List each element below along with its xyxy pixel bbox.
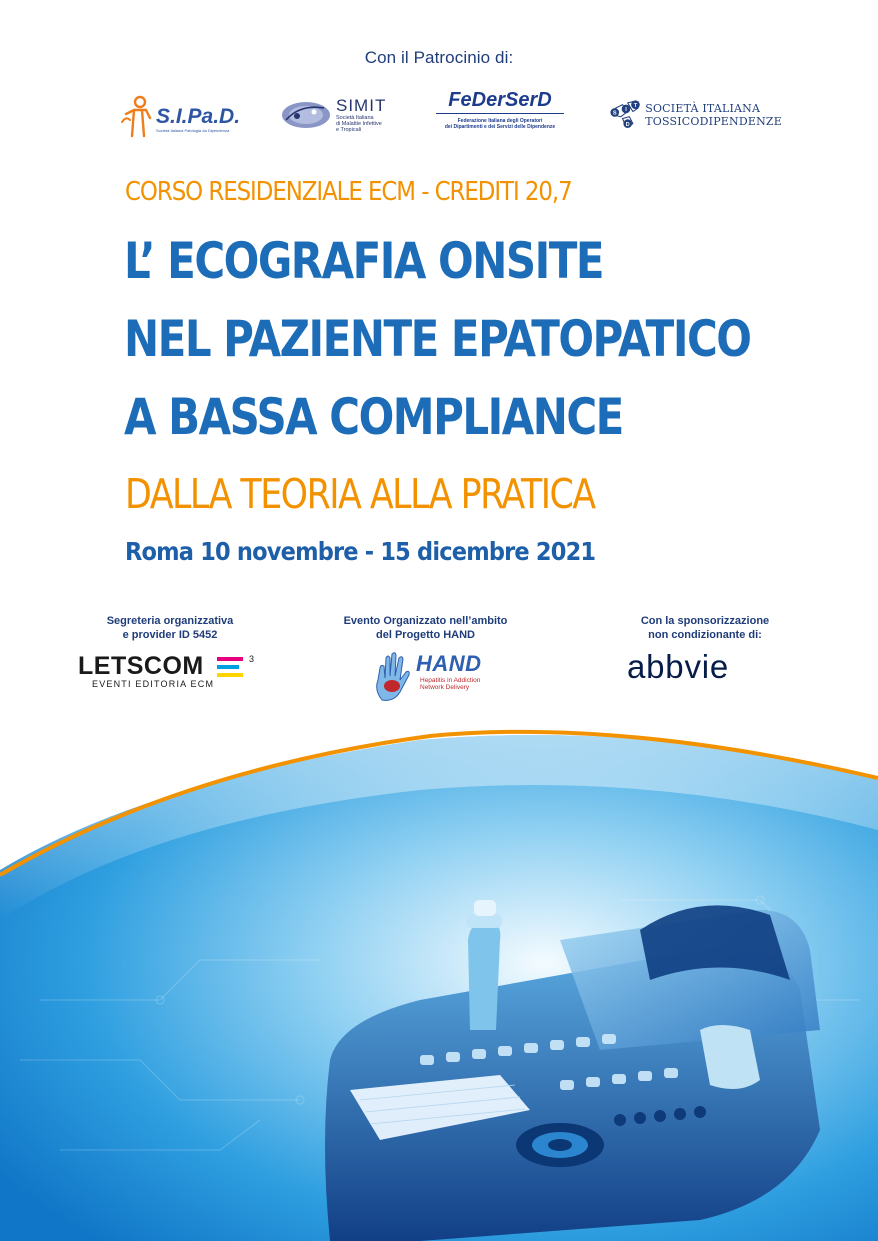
simit-subtitle-2: di Malattie Infettive xyxy=(336,121,382,127)
hand-subtitle-1: Hepatitis in Addiction xyxy=(420,677,481,684)
simit-globe-icon xyxy=(280,98,332,132)
federserd-subtitle-2: dei Dipartimenti e dei Servizi delle Dipendenze xyxy=(444,124,556,130)
letscome-name: LETSCOM xyxy=(78,652,204,680)
hand-subtitle-2: Network Delivery xyxy=(420,684,470,691)
secretariat-label-1: Segreteria organizzativa xyxy=(106,615,234,627)
course-type-line: CORSO RESIDENZIALE ECM - CREDITI 20,7 xyxy=(125,177,572,207)
patronage-heading: Con il Patrocinio di: xyxy=(364,48,514,67)
sitd-letter-s: S xyxy=(612,110,617,117)
letscome-e-bars-icon xyxy=(217,657,245,687)
simit-subtitle-3: e Tropicali xyxy=(336,127,362,133)
secretariat-label xyxy=(95,614,245,642)
title-line-3: A BASSA COMPLIANCE xyxy=(124,388,623,446)
sitd-letter-d: D xyxy=(625,121,630,128)
simit-logo xyxy=(280,92,410,138)
sipad-subtitle: Società Italiana Patologia da Dipendenza xyxy=(156,127,230,133)
secretariat-label-2: e provider ID 5452 xyxy=(122,629,218,641)
federserd-name: FeDerSerD xyxy=(436,88,563,114)
sponsor-label-2: non condizionante di: xyxy=(648,629,762,641)
abbvie-logo: abbvie xyxy=(627,648,730,685)
sitd-line-1: SOCIETÀ ITALIANA xyxy=(645,102,761,115)
project-label-1: Evento Organizzato nell’ambito xyxy=(343,615,508,627)
hand-name: HAND xyxy=(416,651,482,676)
sipad-figure-icon xyxy=(120,94,154,138)
project-label-2: del Progetto HAND xyxy=(376,629,475,641)
letscome-subtitle: EVENTI EDITORIA ECM xyxy=(92,679,215,689)
sipad-logo xyxy=(120,92,245,140)
sponsor-label-1: Con la sponsorizzazione xyxy=(640,615,770,627)
sitd-molecule-icon xyxy=(607,95,643,135)
federserd-subtitle-1: Federazione Italiana degli Operatori xyxy=(457,118,543,124)
hand-subtitle xyxy=(420,677,490,691)
course-dates: Roma 10 novembre - 15 dicembre 2021 xyxy=(125,537,596,566)
sipad-name: S.I.Pa.D. xyxy=(156,104,241,128)
sitd-letter-t: T xyxy=(633,102,638,109)
hand-icon xyxy=(372,650,416,702)
simit-name: SIMIT xyxy=(336,96,387,115)
hand-logo xyxy=(372,650,487,702)
project-label xyxy=(338,614,513,642)
sitd-line-2: TOSSICODIPENDENZE xyxy=(645,115,782,128)
simit-subtitle-1: Società Italiana xyxy=(336,115,374,121)
sitd-logo xyxy=(607,92,782,138)
title-line-2: NEL PAZIENTE EPATOPATICO xyxy=(124,310,751,368)
title-line-1: L’ ECOGRAFIA ONSITE xyxy=(124,232,604,290)
letscome-superscript: 3 xyxy=(249,654,255,664)
sponsor-label xyxy=(630,614,780,642)
ultrasound-machine-image xyxy=(0,700,878,1241)
letscome-logo xyxy=(78,653,258,695)
course-subtitle: DALLA TEORIA ALLA PRATICA xyxy=(125,470,595,518)
sitd-letter-i: I xyxy=(625,107,627,114)
federserd-logo xyxy=(425,88,575,138)
